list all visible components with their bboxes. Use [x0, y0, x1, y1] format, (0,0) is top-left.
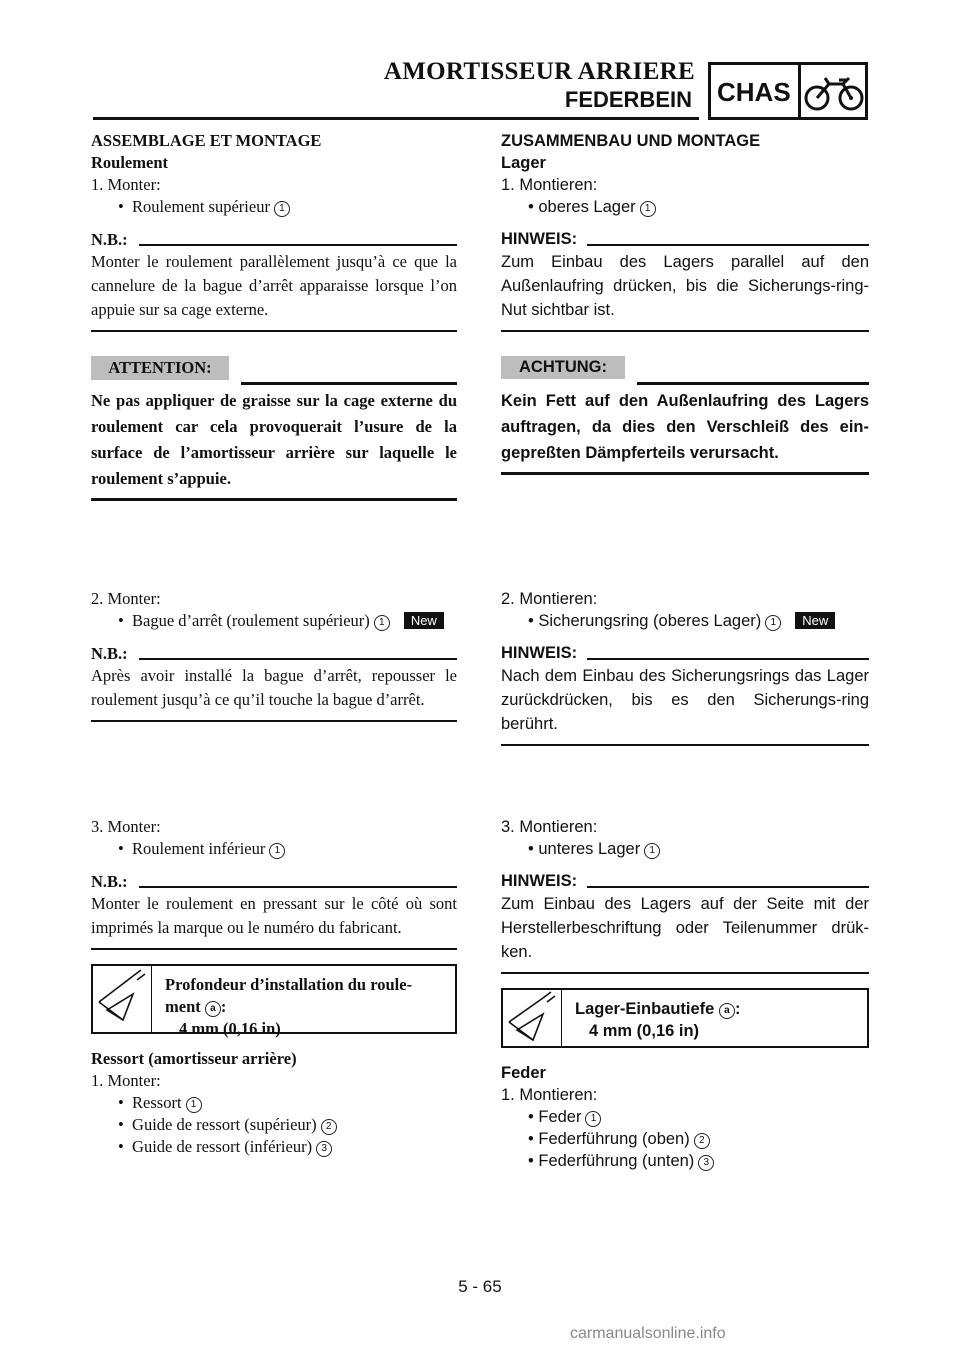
note-rule [587, 658, 869, 660]
caution-rule [637, 382, 869, 385]
callout-2: 2 [321, 1119, 337, 1135]
note-rule [139, 886, 457, 888]
de-step-2: 2. Montieren: [501, 590, 598, 608]
note-rule [587, 244, 869, 246]
fr-step-1-item-text: Roulement supérieur [132, 197, 270, 216]
de-spec-line-1-text: Lager-Einbautiefe [575, 1000, 715, 1018]
note-rule [139, 244, 457, 246]
fr-step-4-item-1-text: Ressort [132, 1093, 182, 1112]
fr-spec-box [91, 964, 457, 1038]
caliper-icon-box [503, 990, 562, 1046]
fr-step-2-item: • Bague d’arrêt (roulement supérieur) 1 New [91, 610, 457, 632]
de-step-4-item-3: • Federführung (unten) 3 [501, 1150, 869, 1172]
fr-spec-text [165, 974, 412, 1040]
de-step-4-item-1: • Feder 1 [501, 1106, 869, 1128]
callout-2: 2 [694, 1133, 710, 1149]
fr-step-1: 1. Monter: [91, 175, 161, 194]
de-caution-text: Kein Fett auf den Außenlaufring des Lagers auftragen, da dies den Verschleiß des ein-gepreßten Dämpferteils verursacht. [501, 392, 869, 462]
fr-note-3-header [91, 872, 457, 892]
caution-bottom-rule [501, 472, 869, 475]
de-step-4-item-2: • Federführung (oben) 2 [501, 1128, 869, 1150]
callout-a: a [719, 1003, 735, 1019]
fr-spec-line-1: Profondeur d’installation du roule- [165, 975, 413, 994]
de-step-4-item-1-text: Feder [538, 1108, 582, 1126]
fr-step-2-block [91, 588, 457, 722]
de-subheading-bearing: Lager [501, 154, 546, 172]
de-note-3-label: HINWEIS: [501, 872, 578, 890]
de-step-4-item-3-text: Federführung (unten) [538, 1152, 695, 1170]
callout-1: 1 [585, 1111, 601, 1127]
caliper-icon [93, 966, 151, 1032]
fr-step-2-item-text: Bague d’arrêt (roulement supérieur) [132, 611, 370, 630]
callout-3: 3 [316, 1141, 332, 1157]
fr-note-2-label: N.B.: [91, 644, 128, 663]
fr-step-2: 2. Monter: [91, 589, 161, 608]
fr-step-4: 1. Monter: [91, 1071, 161, 1090]
fr-step-3-block [91, 816, 457, 1158]
de-caution-header [501, 356, 869, 384]
de-spec-value: 4 mm (0,16 in) [589, 1022, 700, 1040]
callout-1: 1 [644, 843, 660, 859]
fr-caution-header [91, 356, 457, 384]
fr-subheading-spring: Ressort (amortisseur arrière) [91, 1049, 297, 1068]
de-column [501, 130, 869, 475]
badge-divider [798, 65, 801, 117]
fr-note-2-header [91, 644, 457, 664]
de-step-2-block [501, 588, 869, 746]
fr-note-1-header [91, 230, 457, 250]
caliper-icon [503, 990, 561, 1046]
fr-note-3-label: N.B.: [91, 872, 128, 891]
chassis-badge-label: CHAS [717, 77, 791, 107]
de-step-1: 1. Montieren: [501, 176, 598, 194]
chassis-badge [708, 62, 868, 120]
note-bottom-rule [501, 744, 869, 746]
de-step-3: 3. Montieren: [501, 818, 598, 836]
callout-3: 3 [698, 1155, 714, 1171]
fr-subheading-bearing: Roulement [91, 153, 168, 172]
de-note-2-text: Nach dem Einbau des Sicherungsrings das Lager zurückdrücken, bis es den Sicherungs-ring berührt. [501, 667, 869, 733]
caution-bottom-rule [91, 498, 457, 501]
de-caution-label: ACHTUNG: [501, 356, 625, 379]
fr-heading: ASSEMBLAGE ET MONTAGE [91, 131, 322, 150]
section-title-de: FEDERBEIN [564, 87, 692, 112]
callout-1: 1 [374, 615, 390, 631]
caution-rule [241, 382, 457, 385]
de-note-3-header [501, 872, 869, 892]
de-note-2-header [501, 644, 869, 664]
callout-1: 1 [269, 843, 285, 859]
callout-1: 1 [765, 615, 781, 631]
de-note-1-text: Zum Einbau des Lagers parallel auf den Außenlaufring drücken, bis die Sicherungs-ring-Nut sichtbar ist. [501, 253, 869, 319]
motorcycle-icon [803, 70, 865, 114]
de-step-3-block [501, 816, 869, 1172]
de-step-3-item: • unteres Lager 1 [501, 838, 869, 860]
de-note-1-header [501, 230, 869, 250]
callout-1: 1 [186, 1097, 202, 1113]
new-part-badge: New [404, 612, 444, 629]
callout-1: 1 [640, 201, 656, 217]
new-part-badge: New [795, 612, 835, 629]
de-spec-text [575, 998, 740, 1042]
watermark: carmanualsonline.info [570, 1325, 726, 1342]
de-spec-box [501, 988, 869, 1048]
page-number: 5 - 65 [458, 1277, 502, 1296]
de-spec-line-1: Lager-Einbautiefe a : [575, 1000, 741, 1018]
fr-note-3-text: Monter le roulement en pressant sur le côté où sont imprimés la marque ou le numéro du fabricant. [91, 894, 457, 937]
de-step-1-item: • oberes Lager 1 [501, 196, 869, 218]
fr-step-4-item-1: • Ressort 1 [91, 1092, 457, 1114]
de-step-3-item-text: unteres Lager [538, 840, 641, 858]
fr-step-1-item: • Roulement supérieur 1 [91, 196, 457, 218]
fr-step-4-item-3: • Guide de ressort (inférieur) 3 [91, 1136, 457, 1158]
fr-note-2-text: Après avoir installé la bague d’arrêt, repousser le roulement jusqu’à ce qu’il touche la bague d’arrêt. [91, 666, 457, 709]
callout-1: 1 [274, 201, 290, 217]
de-step-1-item-text: oberes Lager [538, 198, 636, 216]
de-note-2-label: HINWEIS: [501, 644, 578, 662]
fr-caution-text: Ne pas appliquer de graisse sur la cage externe du roulement car cela provoquerait l’usure de la surface de l’amortisseur arrière sur laquelle le roulement s’appuie. [91, 391, 457, 488]
fr-note-1-label: N.B.: [91, 230, 128, 249]
fr-spec-line-2-text: ment [165, 997, 201, 1016]
de-step-2-item-text: Sicherungsring (oberes Lager) [538, 612, 762, 630]
de-note-3-text: Zum Einbau des Lagers auf der Seite mit der Herstellerbeschriftung oder Teilenummer drük-ken. [501, 895, 869, 961]
de-step-4-item-2-text: Federführung (oben) [538, 1130, 690, 1148]
de-step-2-item: • Sicherungsring (oberes Lager) 1 New [501, 610, 869, 632]
fr-step-4-item-2-text: Guide de ressort (supérieur) [132, 1115, 317, 1134]
de-step-4: 1. Montieren: [501, 1086, 598, 1104]
fr-spec-line-2: ment a : [165, 997, 227, 1016]
fr-step-3-item-text: Roulement inférieur [132, 839, 266, 858]
de-heading: ZUSAMMENBAU UND MONTAGE [501, 132, 761, 150]
de-subheading-spring: Feder [501, 1064, 546, 1082]
fr-caution-label: ATTENTION: [91, 356, 229, 380]
fr-step-4-item-3-text: Guide de ressort (inférieur) [132, 1137, 313, 1156]
de-note-1-label: HINWEIS: [501, 230, 578, 248]
callout-a: a [205, 1001, 221, 1017]
note-bottom-rule [91, 720, 457, 722]
fr-step-3-item: • Roulement inférieur 1 [91, 838, 457, 860]
fr-step-4-item-2: • Guide de ressort (supérieur) 2 [91, 1114, 457, 1136]
fr-column [91, 130, 457, 501]
note-rule [587, 886, 869, 888]
fr-note-1-text: Monter le roulement parallèlement jusqu’à ce que la cannelure de la bague d’arrêt apparaisse lorsque l’on appuie sur sa cage externe. [91, 252, 457, 319]
fr-step-3: 3. Monter: [91, 817, 161, 836]
note-rule [139, 658, 457, 660]
caliper-icon-box [93, 966, 152, 1032]
header-rule [93, 117, 699, 120]
section-title-fr: AMORTISSEUR ARRIERE [383, 58, 695, 85]
fr-spec-value: 4 mm (0,16 in) [179, 1019, 281, 1038]
